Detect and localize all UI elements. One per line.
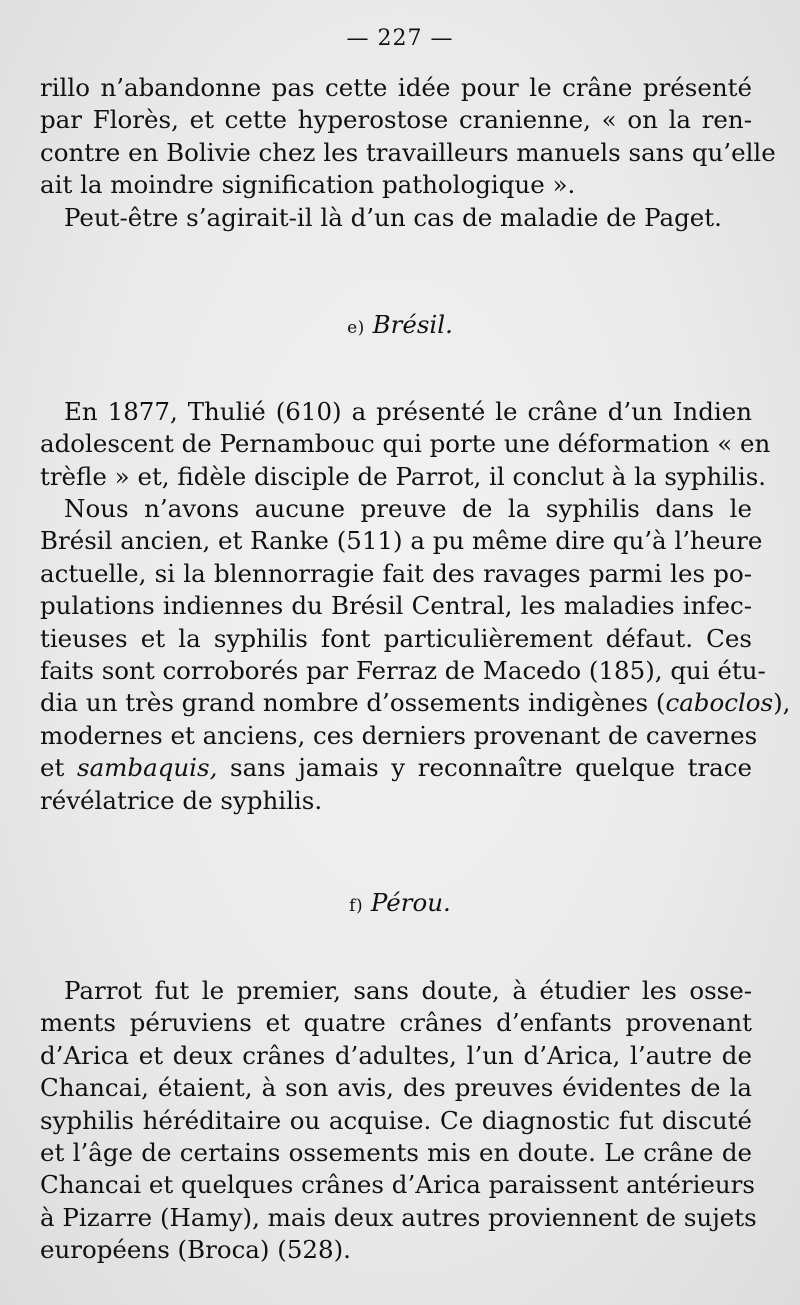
text-line: Chancai et quelques crânes d’Arica paraissent antérieurs: [40, 1170, 755, 1200]
text-line: et l’âge de certains ossements mis en doute. Le crâne de: [40, 1137, 752, 1167]
text-line: contre en Bolivie chez les travailleurs manuels sans qu’elle: [40, 137, 776, 167]
paragraph-thulie: [40, 396, 771, 493]
text-line: tieuses et la syphilis font particulièrement défaut. Ces: [40, 623, 752, 653]
text-line: européens (Broca) (528).: [40, 1235, 351, 1265]
text-line: faits sont corroborés par Ferraz de Macedo (185), qui étu-: [40, 655, 766, 685]
section-letter: e): [347, 318, 365, 338]
text-line: pulations indiennes du Brésil Central, les maladies infec-: [40, 591, 752, 621]
paragraph-continuation: [40, 72, 776, 234]
italic-term-caboclos: caboclos: [665, 688, 774, 718]
section-heading-perou: [0, 888, 800, 917]
text-line: [40, 687, 791, 719]
paragraph-ranke: [40, 493, 791, 817]
page-number: — 227 —: [346, 26, 454, 51]
text-segment: ),: [773, 688, 791, 718]
text-segment: et: [40, 753, 77, 783]
text-segment: dia un très grand nombre d’ossements indigènes (: [40, 688, 666, 718]
italic-term-sambaquis: sambaquis,: [77, 753, 218, 783]
text-line: actuelle, si la blennorragie fait des ravages parmi les po-: [40, 558, 752, 588]
text-line: syphilis héréditaire ou acquise. Ce diagnostic fut discuté: [40, 1105, 752, 1135]
text-line: [40, 752, 752, 784]
section-title: Pérou.: [370, 888, 451, 917]
text-line: Parrot fut le premier, sans doute, à étudier les osse-: [64, 976, 752, 1005]
section-title: Brésil.: [372, 310, 453, 339]
text-line: ments péruviens et quatre crânes d’enfants provenant: [40, 1008, 752, 1038]
paget-sentence: Peut-être s’agirait-il là d’un cas de maladie de Paget.: [64, 202, 722, 232]
text-line: trèfle » et, fidèle disciple de Parrot, il conclut à la syphilis.: [40, 461, 767, 491]
text-line: Brésil ancien, et Ranke (511) a pu même dire qu’à l’heure: [40, 526, 763, 556]
text-line: par Florès, et cette hyperostose cranienne, « on la ren-: [40, 105, 752, 135]
text-line: ait la moindre signification pathologique ».: [40, 170, 576, 200]
section-heading-bresil: [0, 310, 800, 339]
text-line: modernes et anciens, ces derniers provenant de cavernes: [40, 720, 758, 750]
text-line: adolescent de Pernambouc qui porte une déformation « en: [40, 429, 771, 459]
text-line: à Pizarre (Hamy), mais deux autres proviennent de sujets: [40, 1202, 757, 1232]
text-line: d’Arica et deux crânes d’adultes, l’un d’Arica, l’autre de: [40, 1040, 752, 1070]
text-line: révélatrice de syphilis.: [40, 785, 323, 815]
text-line: Chancai, étaient, à son avis, des preuves évidentes de la: [40, 1073, 752, 1103]
text-line: En 1877, Thulié (610) a présenté le crâne d’un Indien: [64, 397, 752, 426]
text-segment: sans jamais y reconnaître quelque trace: [217, 753, 752, 783]
text-line: rillo n’abandonne pas cette idée pour le crâne présenté: [40, 73, 752, 102]
text-line: Nous n’avons aucune preuve de la syphilis dans le: [64, 494, 752, 523]
section-letter: f): [349, 896, 364, 916]
paragraph-parrot: [40, 975, 757, 1267]
